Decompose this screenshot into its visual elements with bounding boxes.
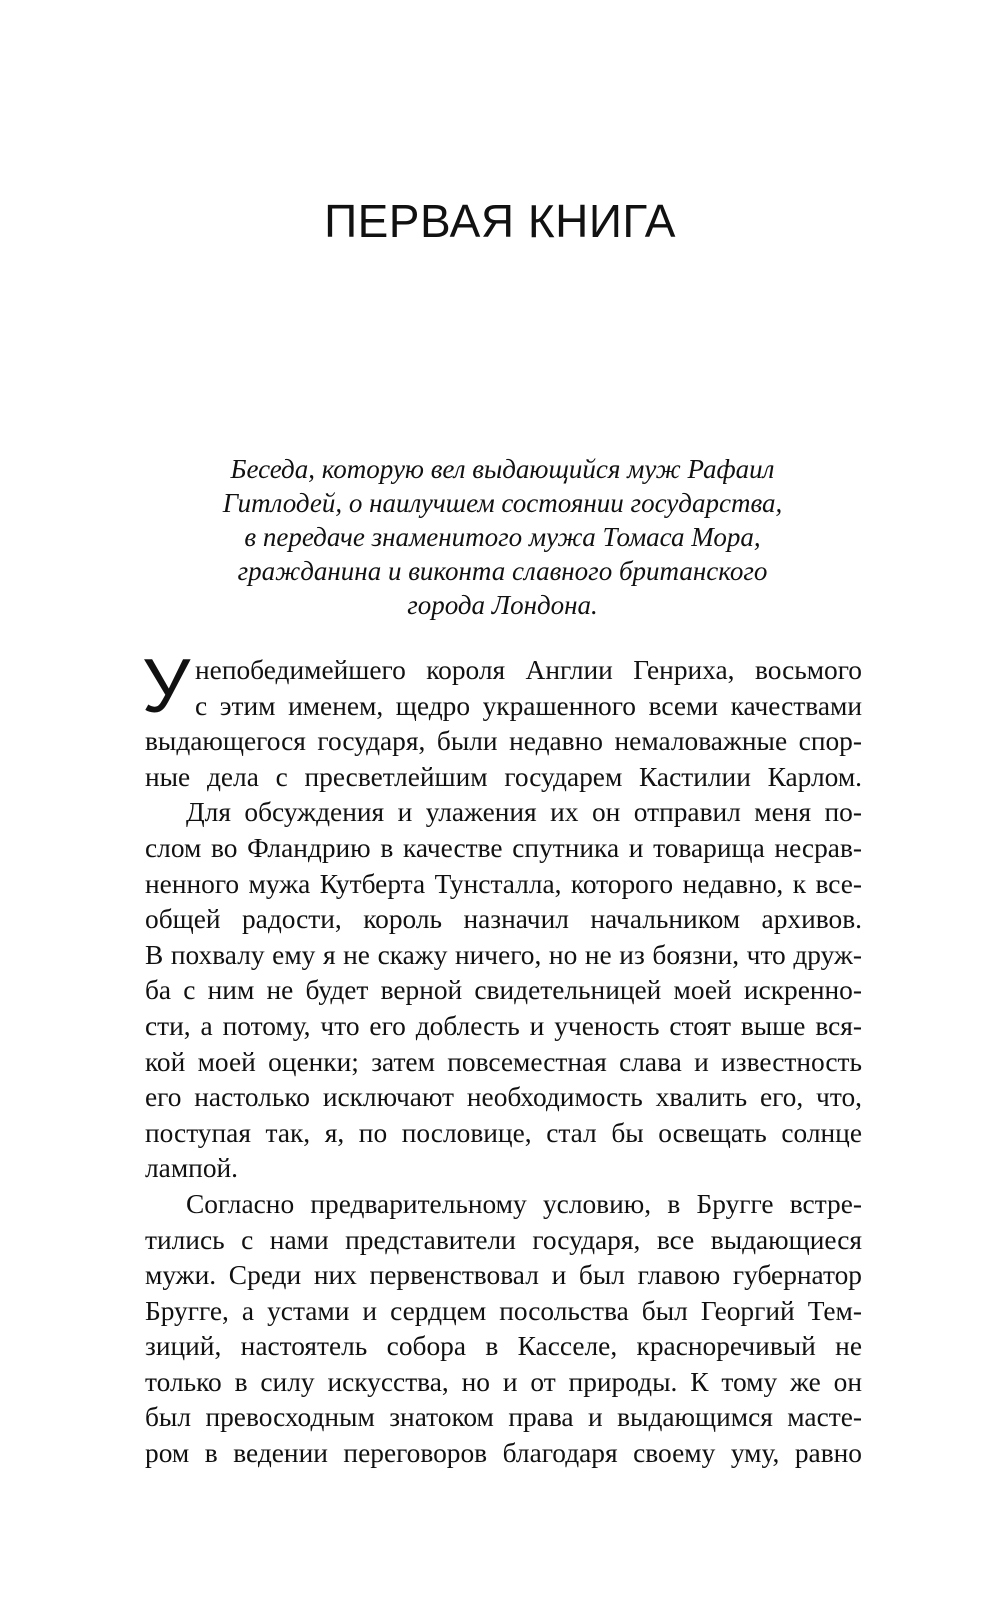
epigraph-line: города Лондона. — [407, 590, 598, 620]
text-line: слом во Фландрию в качестве спутника и товарища несрав- — [145, 832, 862, 863]
epigraph — [170, 452, 835, 622]
text-line: мужи. Среди них первенствовал и был главою губернатор — [145, 1260, 862, 1291]
text-line: ные дела с пресветлейшим государем Кастилии Карлом. — [145, 761, 862, 792]
text-line: непобедимейшего короля Англии Генриха, восьмого — [195, 655, 862, 685]
epigraph-line: Беседа, которую вел выдающийся муж Рафаил — [230, 454, 775, 484]
text-line: с этим именем, щедро украшенного всеми качествами — [195, 690, 862, 721]
text-line: ром в ведении переговоров благодаря своему уму, равно — [145, 1438, 862, 1469]
drop-cap: У — [142, 644, 191, 729]
epigraph-line: Гитлодей, о наилучшем состоянии государства, — [222, 488, 783, 518]
paragraph-2 — [145, 795, 862, 1187]
paragraph-3 — [145, 1187, 862, 1472]
epigraph-line: гражданина и виконта славного британского — [237, 556, 768, 586]
paragraph-1 — [142, 644, 862, 795]
text-line: был превосходным знатоком права и выдающимся масте- — [145, 1402, 862, 1433]
text-line: сти, а потому, что его доблесть и ученость стоят выше вся- — [145, 1010, 862, 1041]
text-line: только в силу искусства, но и от природы. К тому же он — [145, 1366, 862, 1397]
text-line: кой моей оценки; затем повсеместная слава и известность — [145, 1046, 862, 1077]
body-text — [142, 644, 862, 1472]
text-line: ненного мужа Кутберта Тунсталла, которого недавно, к все- — [145, 868, 862, 899]
chapter-title: ПЕРВАЯ КНИГА — [324, 195, 676, 247]
text-line: выдающегося государя, были недавно немаловажные спор- — [145, 726, 862, 757]
text-line: Для обсуждения и улажения их он отправил меня по- — [186, 797, 862, 828]
text-line: В похвалу ему я не скажу ничего, но не из боязни, что друж- — [145, 939, 862, 970]
epigraph-line: в передаче знаменитого мужа Томаса Мора, — [244, 522, 761, 552]
text-line: поступая так, я, по пословице, стал бы освещать солнце — [145, 1117, 862, 1148]
text-line: ба с ним не будет верной свидетельницей моей искренно- — [145, 975, 862, 1006]
text-line: общей радости, король назначил начальником архивов. — [145, 904, 862, 935]
text-line: его настолько исключают необходимость хвалить его, что, — [145, 1082, 862, 1113]
text-line: лампой. — [145, 1153, 239, 1184]
text-line: Согласно предварительному условию, в Бругге встре- — [186, 1188, 862, 1219]
text-line: тились с нами представители государя, все выдающиеся — [145, 1224, 862, 1255]
text-line: зиций, настоятель собора в Касселе, красноречивый не — [145, 1331, 862, 1362]
text-line: Бругге, а устами и сердцем посольства был Георгий Тем- — [145, 1295, 862, 1326]
